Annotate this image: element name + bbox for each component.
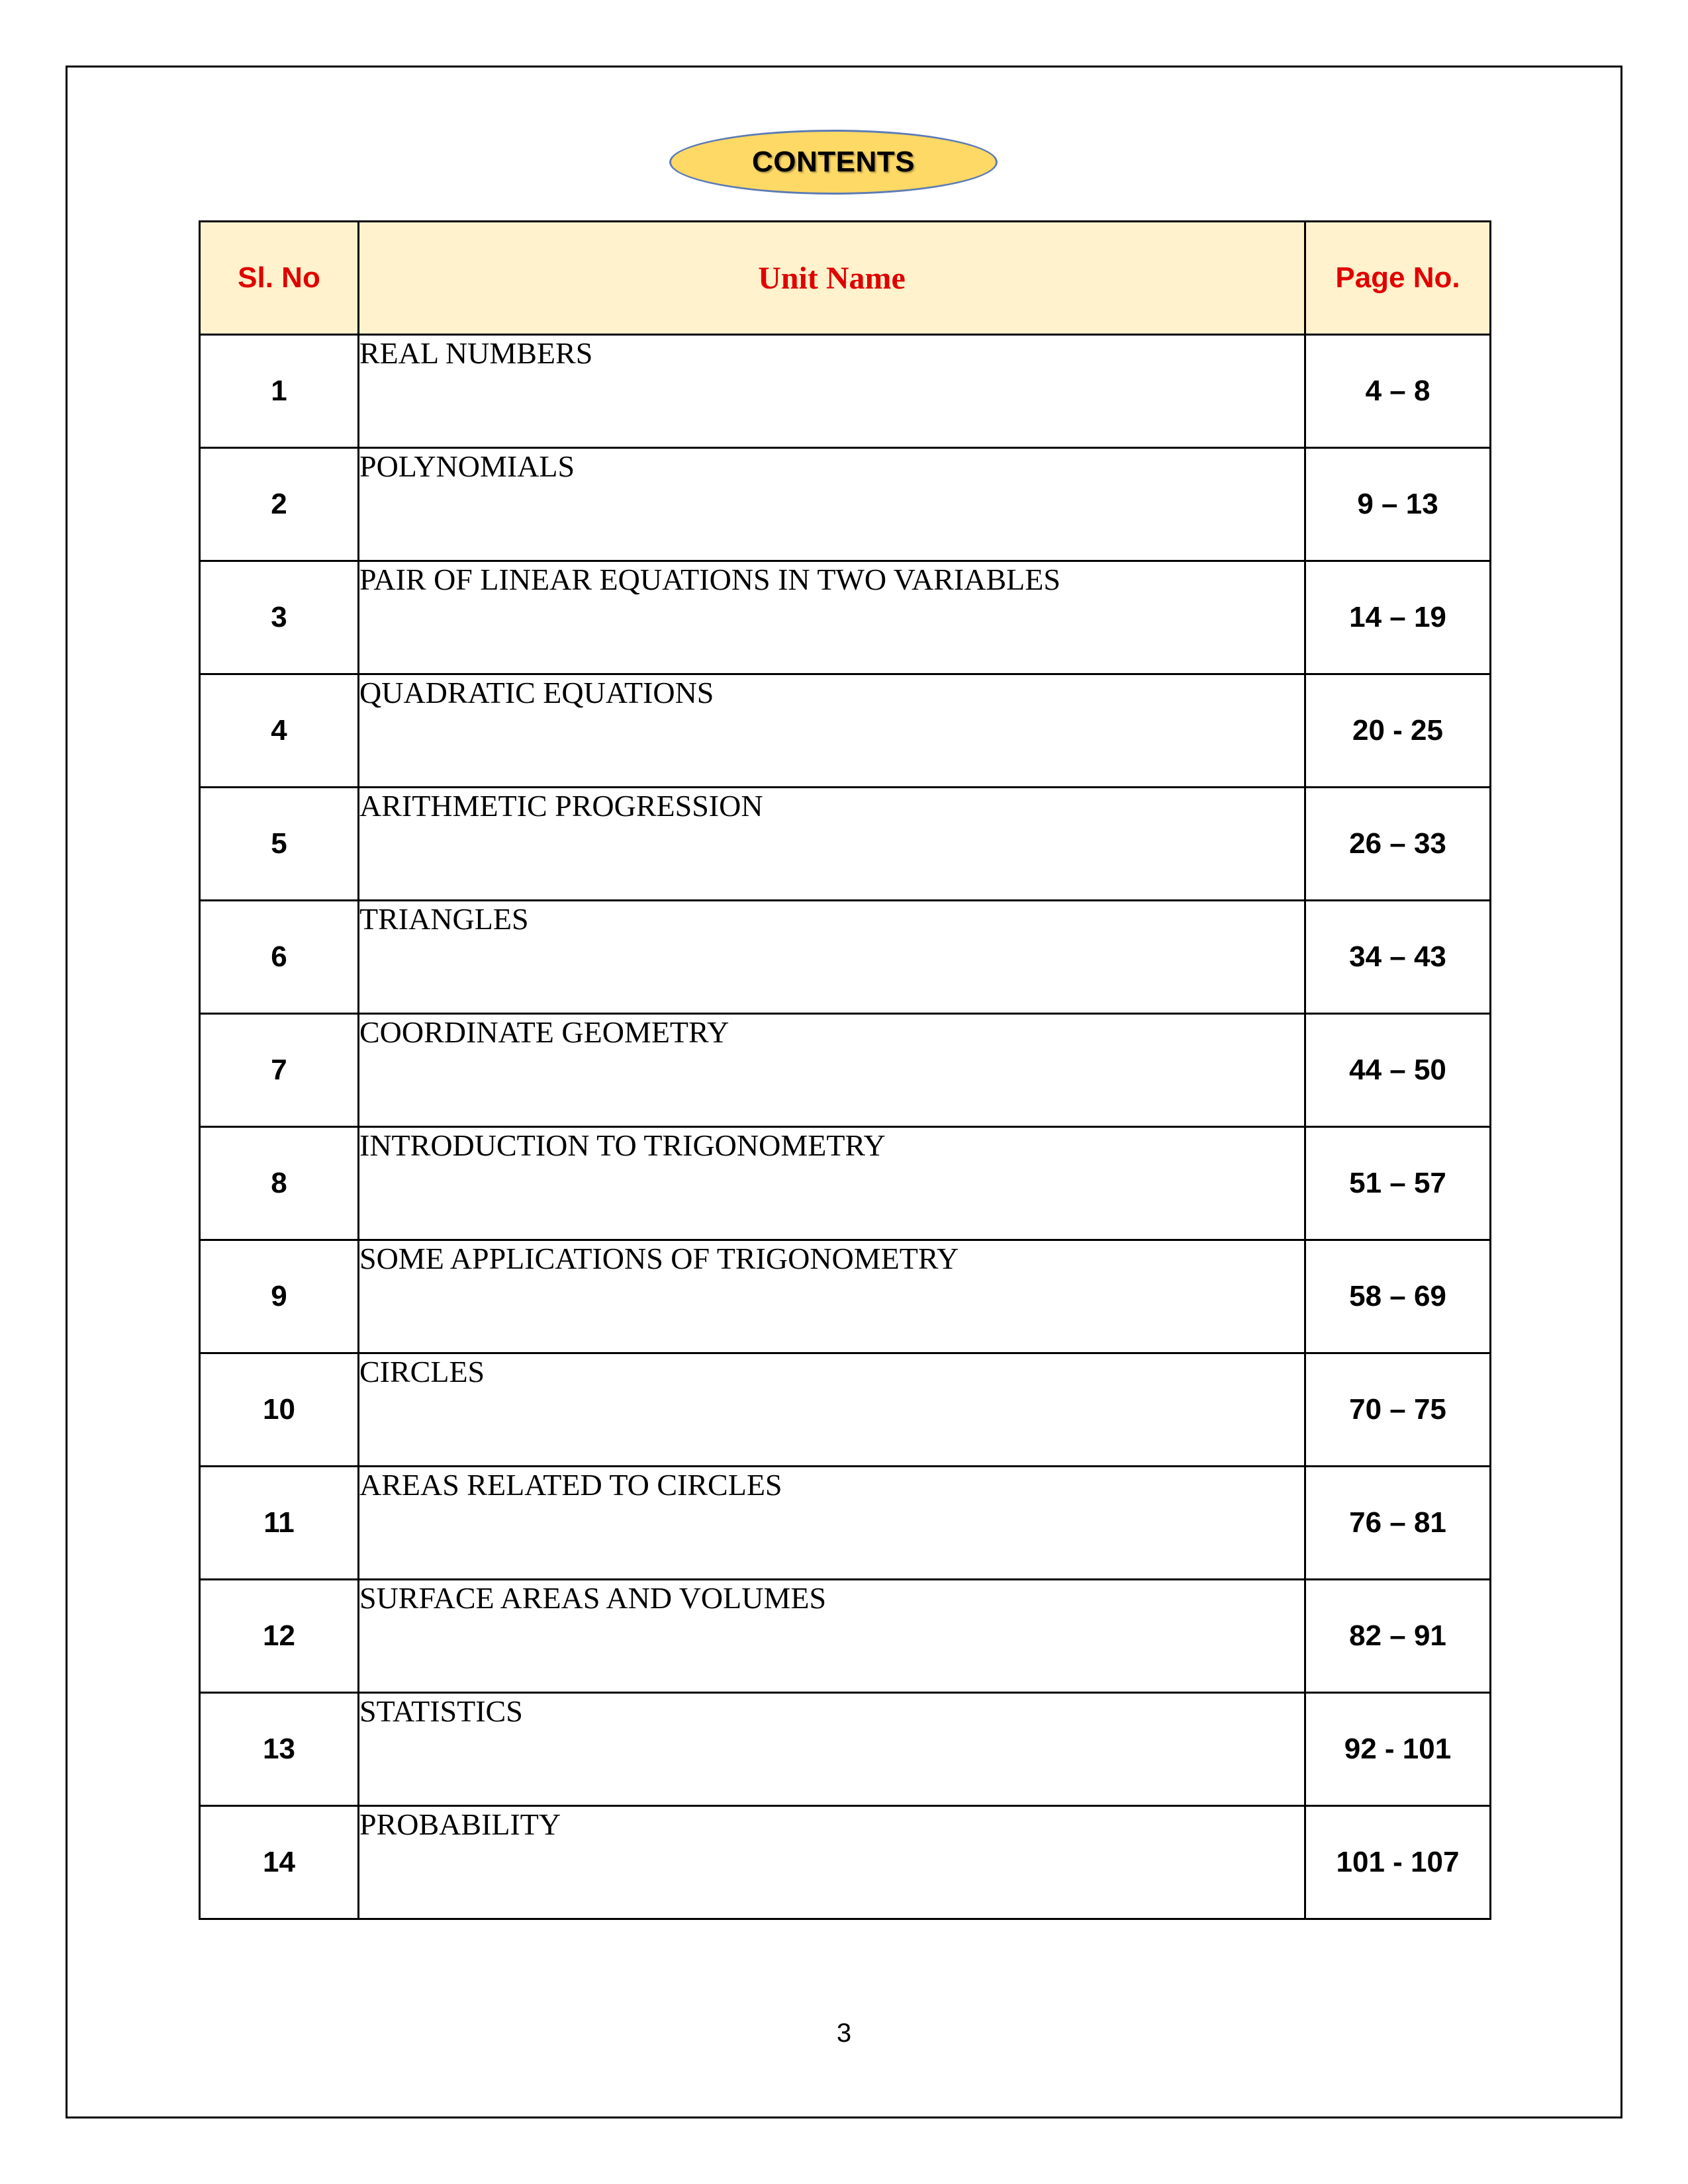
unit-name: SOME APPLICATIONS OF TRIGONOMETRY xyxy=(359,1240,1305,1353)
unit-name: STATISTICS xyxy=(359,1693,1305,1806)
table-row xyxy=(200,901,1491,1014)
table-row xyxy=(200,1467,1491,1580)
unit-name: POLYNOMIALS xyxy=(359,448,1305,561)
table-row xyxy=(200,788,1491,901)
unit-name: PAIR OF LINEAR EQUATIONS IN TWO VARIABLES xyxy=(359,561,1305,674)
unit-page-range: 9 – 13 xyxy=(1305,448,1491,561)
page-number: 3 xyxy=(836,2019,852,2048)
unit-page-range: 14 – 19 xyxy=(1305,561,1491,674)
header-sl-no: Sl. No xyxy=(200,222,359,335)
unit-name: REAL NUMBERS xyxy=(359,335,1305,448)
unit-sl-no: 1 xyxy=(200,335,359,448)
unit-name: CIRCLES xyxy=(359,1353,1305,1467)
unit-sl-no: 4 xyxy=(200,674,359,788)
table-row xyxy=(200,1693,1491,1806)
unit-sl-no: 8 xyxy=(200,1127,359,1240)
unit-name: SURFACE AREAS AND VOLUMES xyxy=(359,1580,1305,1693)
unit-sl-no: 6 xyxy=(200,901,359,1014)
unit-name: ARITHMETIC PROGRESSION xyxy=(359,788,1305,901)
table-row xyxy=(200,1014,1491,1127)
header-unit-name: Unit Name xyxy=(359,222,1305,335)
unit-sl-no: 2 xyxy=(200,448,359,561)
unit-sl-no: 3 xyxy=(200,561,359,674)
table-row xyxy=(200,1353,1491,1467)
header-page-no: Page No. xyxy=(1305,222,1491,335)
table-row xyxy=(200,1580,1491,1693)
table-row xyxy=(200,674,1491,788)
unit-sl-no: 11 xyxy=(200,1467,359,1580)
unit-name: COORDINATE GEOMETRY xyxy=(359,1014,1305,1127)
unit-sl-no: 12 xyxy=(200,1580,359,1693)
unit-page-range: 82 – 91 xyxy=(1305,1580,1491,1693)
unit-sl-no: 10 xyxy=(200,1353,359,1467)
unit-name: INTRODUCTION TO TRIGONOMETRY xyxy=(359,1127,1305,1240)
unit-page-range: 70 – 75 xyxy=(1305,1353,1491,1467)
contents-title: CONTENTS xyxy=(752,146,915,178)
contents-title-badge xyxy=(669,130,998,195)
table-row xyxy=(200,1240,1491,1353)
unit-name: QUADRATIC EQUATIONS xyxy=(359,674,1305,788)
table-row xyxy=(200,335,1491,448)
unit-name: TRIANGLES xyxy=(359,901,1305,1014)
unit-page-range: 44 – 50 xyxy=(1305,1014,1491,1127)
unit-page-range: 76 – 81 xyxy=(1305,1467,1491,1580)
table-row xyxy=(200,1127,1491,1240)
unit-sl-no: 5 xyxy=(200,788,359,901)
unit-sl-no: 13 xyxy=(200,1693,359,1806)
contents-table xyxy=(199,220,1491,1920)
table-row xyxy=(200,448,1491,561)
unit-page-range: 34 – 43 xyxy=(1305,901,1491,1014)
table-header-row xyxy=(200,222,1491,335)
unit-page-range: 20 - 25 xyxy=(1305,674,1491,788)
table-row xyxy=(200,561,1491,674)
unit-sl-no: 7 xyxy=(200,1014,359,1127)
unit-name: PROBABILITY xyxy=(359,1806,1305,1919)
unit-page-range: 4 – 8 xyxy=(1305,335,1491,448)
unit-sl-no: 14 xyxy=(200,1806,359,1919)
unit-page-range: 51 – 57 xyxy=(1305,1127,1491,1240)
unit-page-range: 26 – 33 xyxy=(1305,788,1491,901)
table-row xyxy=(200,1806,1491,1919)
unit-page-range: 101 - 107 xyxy=(1305,1806,1491,1919)
unit-sl-no: 9 xyxy=(200,1240,359,1353)
unit-page-range: 92 - 101 xyxy=(1305,1693,1491,1806)
unit-page-range: 58 – 69 xyxy=(1305,1240,1491,1353)
unit-name: AREAS RELATED TO CIRCLES xyxy=(359,1467,1305,1580)
